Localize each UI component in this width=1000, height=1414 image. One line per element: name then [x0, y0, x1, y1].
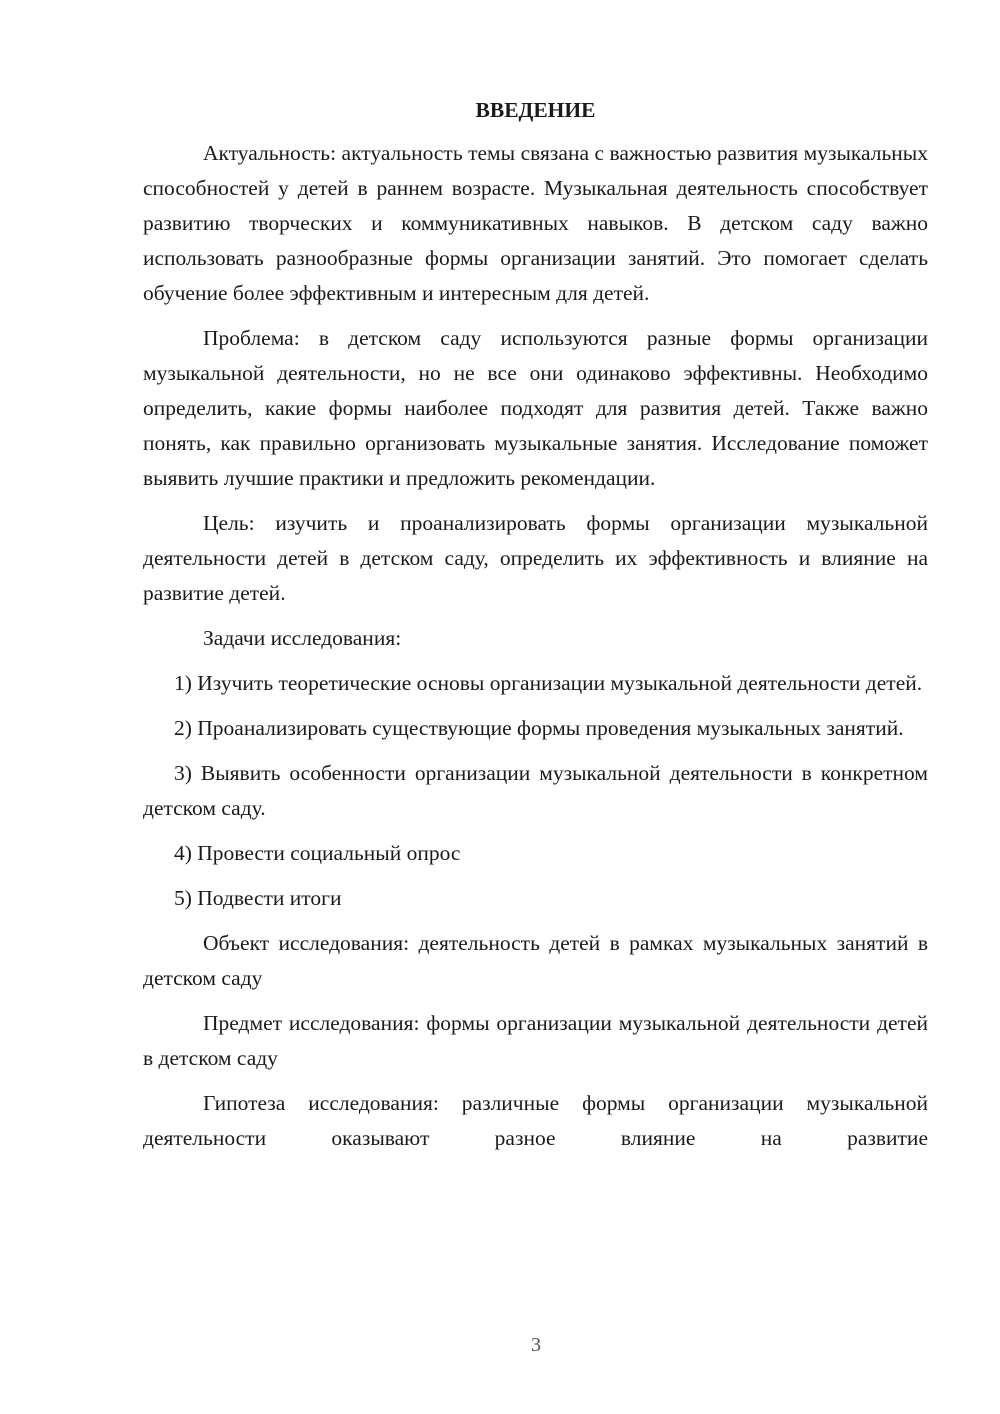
task-item-1: 1) Изучить теоретические основы организации музыкальной деятельности детей.: [174, 671, 923, 695]
relevance-paragraph: Актуальность: актуальность темы связана с важностью развития музыкальных способностей у детей в раннем возрасте. Музыкальная деятельность способствует развитию творческих и коммуникативных навыков. В детском саду важно использовать разнообразные формы организации занятий. Это помогает сделать обучение более эффективным и интересным для детей.: [143, 141, 928, 305]
task-item-4: 4) Провести социальный опрос: [174, 841, 461, 865]
tasks-title: Задачи исследования:: [203, 626, 402, 650]
task-item-5: 5) Подвести итоги: [174, 886, 342, 910]
page-content: [143, 92, 928, 1166]
problem-paragraph: Проблема: в детском саду используются разные формы организации музыкальной деятельности, но не все они одинаково эффективны. Необходимо определить, какие формы наиболее подходят для развития детей. Также важно понять, как правильно организовать музыкальные занятия. Исследование поможет выявить лучшие практики и предложить рекомендации.: [143, 326, 928, 490]
section-heading: ВВЕДЕНИЕ: [475, 98, 596, 122]
task-item-3: 3) Выявить особенности организации музыкальной деятельности в конкретном детском саду.: [143, 761, 928, 820]
hypothesis-paragraph: Гипотеза исследования: различные формы организации музыкальной деятельности оказывают разное влияние на развитие: [143, 1091, 928, 1150]
subject-paragraph: Предмет исследования: формы организации музыкальной деятельности детей в детском саду: [143, 1011, 928, 1070]
object-paragraph: Объект исследования: деятельность детей в рамках музыкальных занятий в детском саду: [143, 931, 928, 990]
task-item-2: 2) Проанализировать существующие формы проведения музыкальных занятий.: [174, 716, 904, 740]
page-number: 3: [531, 1334, 541, 1356]
goal-paragraph: Цель: изучить и проанализировать формы организации музыкальной деятельности детей в детском саду, определить их эффективность и влияние на развитие детей.: [143, 511, 928, 605]
